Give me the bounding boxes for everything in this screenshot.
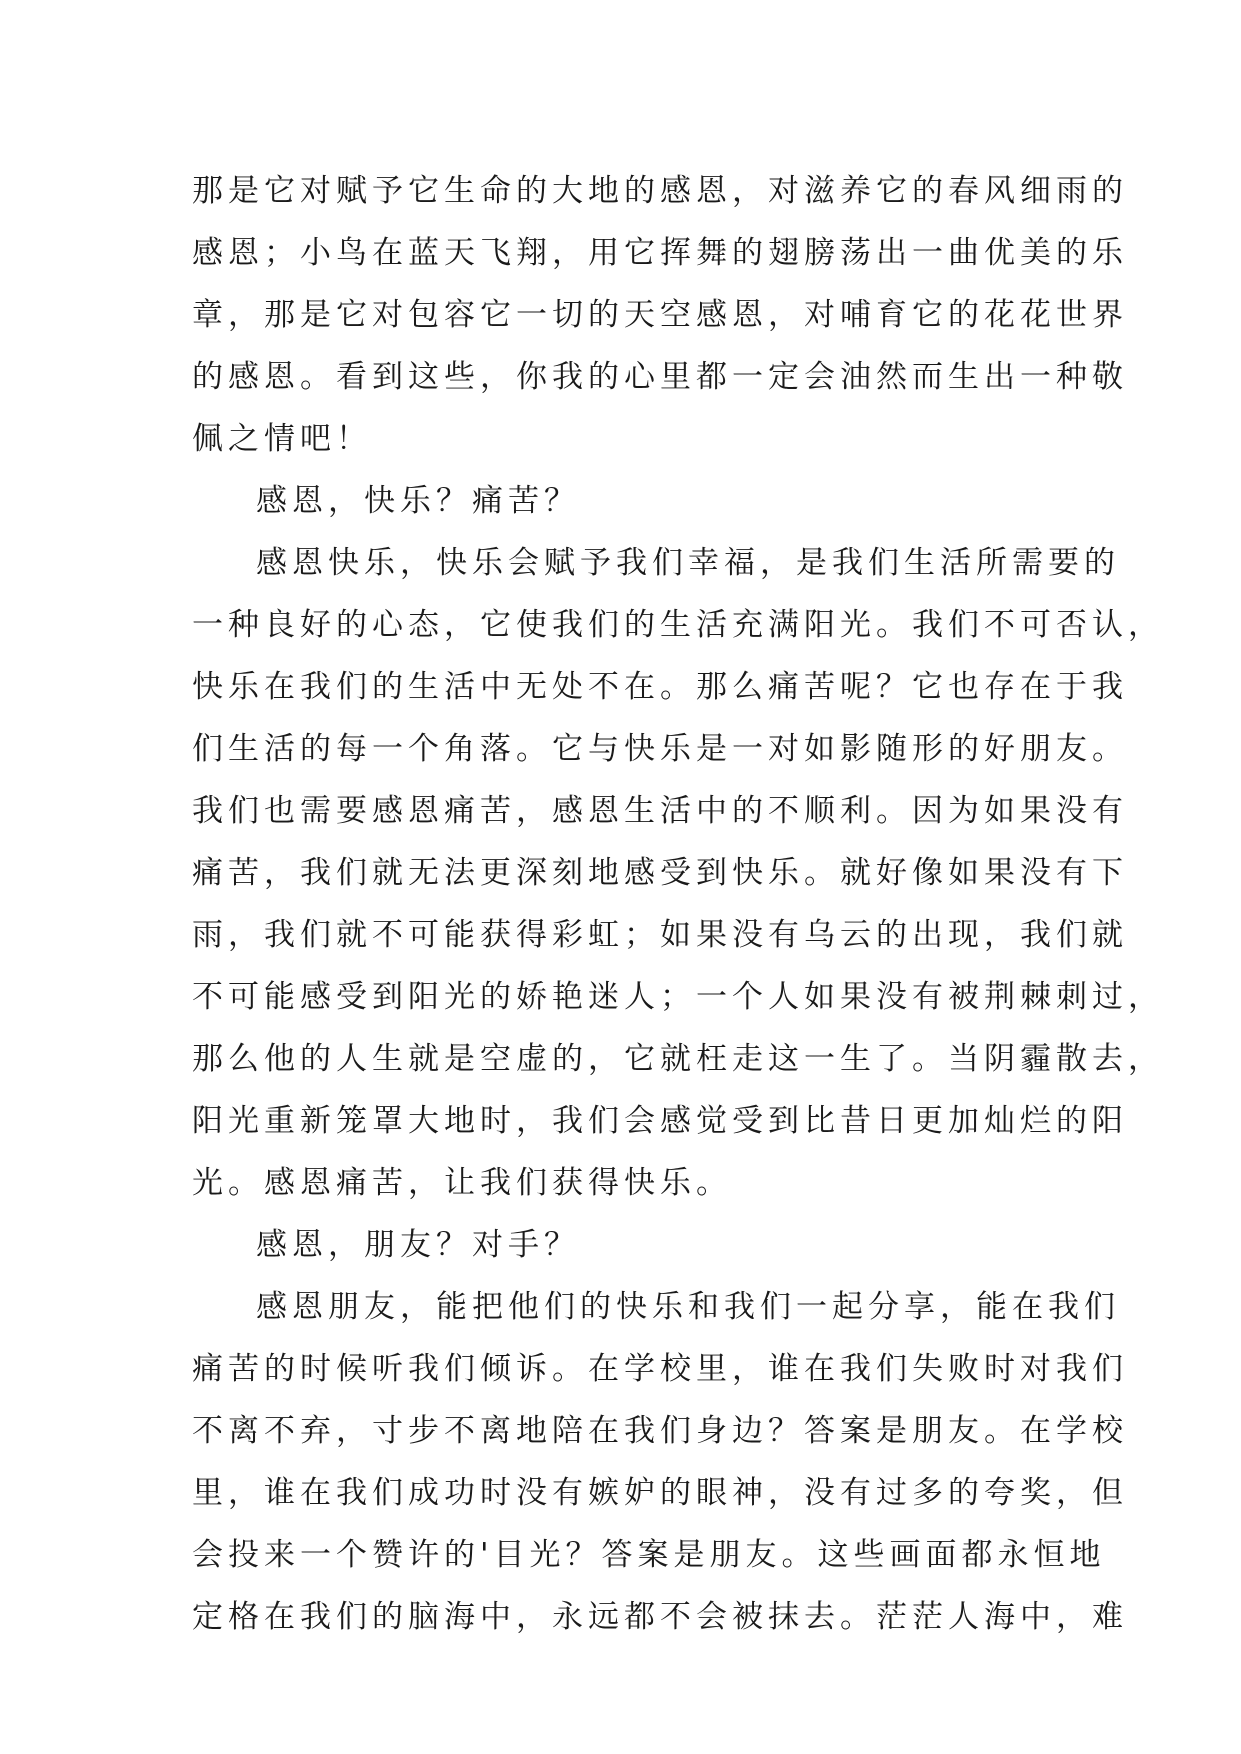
- text-line: 不可能感受到阳光的娇艳迷人；一个人如果没有被荆棘刺过，: [192, 979, 1164, 1015]
- text-line: 痛苦，我们就无法更深刻地感受到快乐。就好像如果没有下: [192, 855, 1128, 891]
- text-line: 阳光重新笼罩大地时，我们会感觉受到比昔日更加灿烂的阳: [192, 1103, 1128, 1139]
- text-line: 痛苦的时候听我们倾诉。在学校里，谁在我们失败时对我们: [192, 1351, 1128, 1387]
- paragraph-first-line: 感恩快乐，快乐会赋予我们幸福，是我们生活所需要的: [256, 545, 1120, 581]
- text-line: 们生活的每一个角落。它与快乐是一对如影随形的好朋友。: [192, 731, 1128, 767]
- document-body: [192, 160, 1164, 1648]
- text-line: 会投来一个赞许的'目光？答案是朋友。这些画面都永恒地: [192, 1537, 1106, 1573]
- text-line: 我们也需要感恩痛苦，感恩生活中的不顺利。因为如果没有: [192, 793, 1128, 829]
- text-line: 感恩；小鸟在蓝天飞翔，用它挥舞的翅膀荡出一曲优美的乐: [192, 235, 1128, 271]
- text-line: 那么他的人生就是空虚的，它就枉走这一生了。当阴霾散去，: [192, 1041, 1164, 1077]
- text-line: 不离不弃，寸步不离地陪在我们身边？答案是朋友。在学校: [192, 1413, 1128, 1449]
- text-line: 那是它对赋予它生命的大地的感恩，对滋养它的春风细雨的: [192, 173, 1128, 209]
- paragraph-first-line: 感恩朋友，能把他们的快乐和我们一起分享，能在我们: [256, 1289, 1120, 1325]
- paragraph-first-line: 感恩，朋友？对手？: [256, 1227, 580, 1263]
- text-line: 一种良好的心态，它使我们的生活充满阳光。我们不可否认，: [192, 607, 1164, 643]
- text-line: 光。感恩痛苦，让我们获得快乐。: [192, 1165, 732, 1201]
- text-line: 章，那是它对包容它一切的天空感恩，对哺育它的花花世界: [192, 297, 1128, 333]
- text-line: 里，谁在我们成功时没有嫉妒的眼神，没有过多的夸奖，但: [192, 1475, 1128, 1511]
- text-line: 佩之情吧！: [192, 421, 372, 457]
- text-line: 定格在我们的脑海中，永远都不会被抹去。茫茫人海中，难: [192, 1599, 1128, 1635]
- paragraph-first-line: 感恩，快乐？痛苦？: [256, 483, 580, 519]
- text-line: 雨，我们就不可能获得彩虹；如果没有乌云的出现，我们就: [192, 917, 1128, 953]
- text-line: 的感恩。看到这些，你我的心里都一定会油然而生出一种敬: [192, 359, 1128, 395]
- text-line: 快乐在我们的生活中无处不在。那么痛苦呢？它也存在于我: [192, 669, 1128, 705]
